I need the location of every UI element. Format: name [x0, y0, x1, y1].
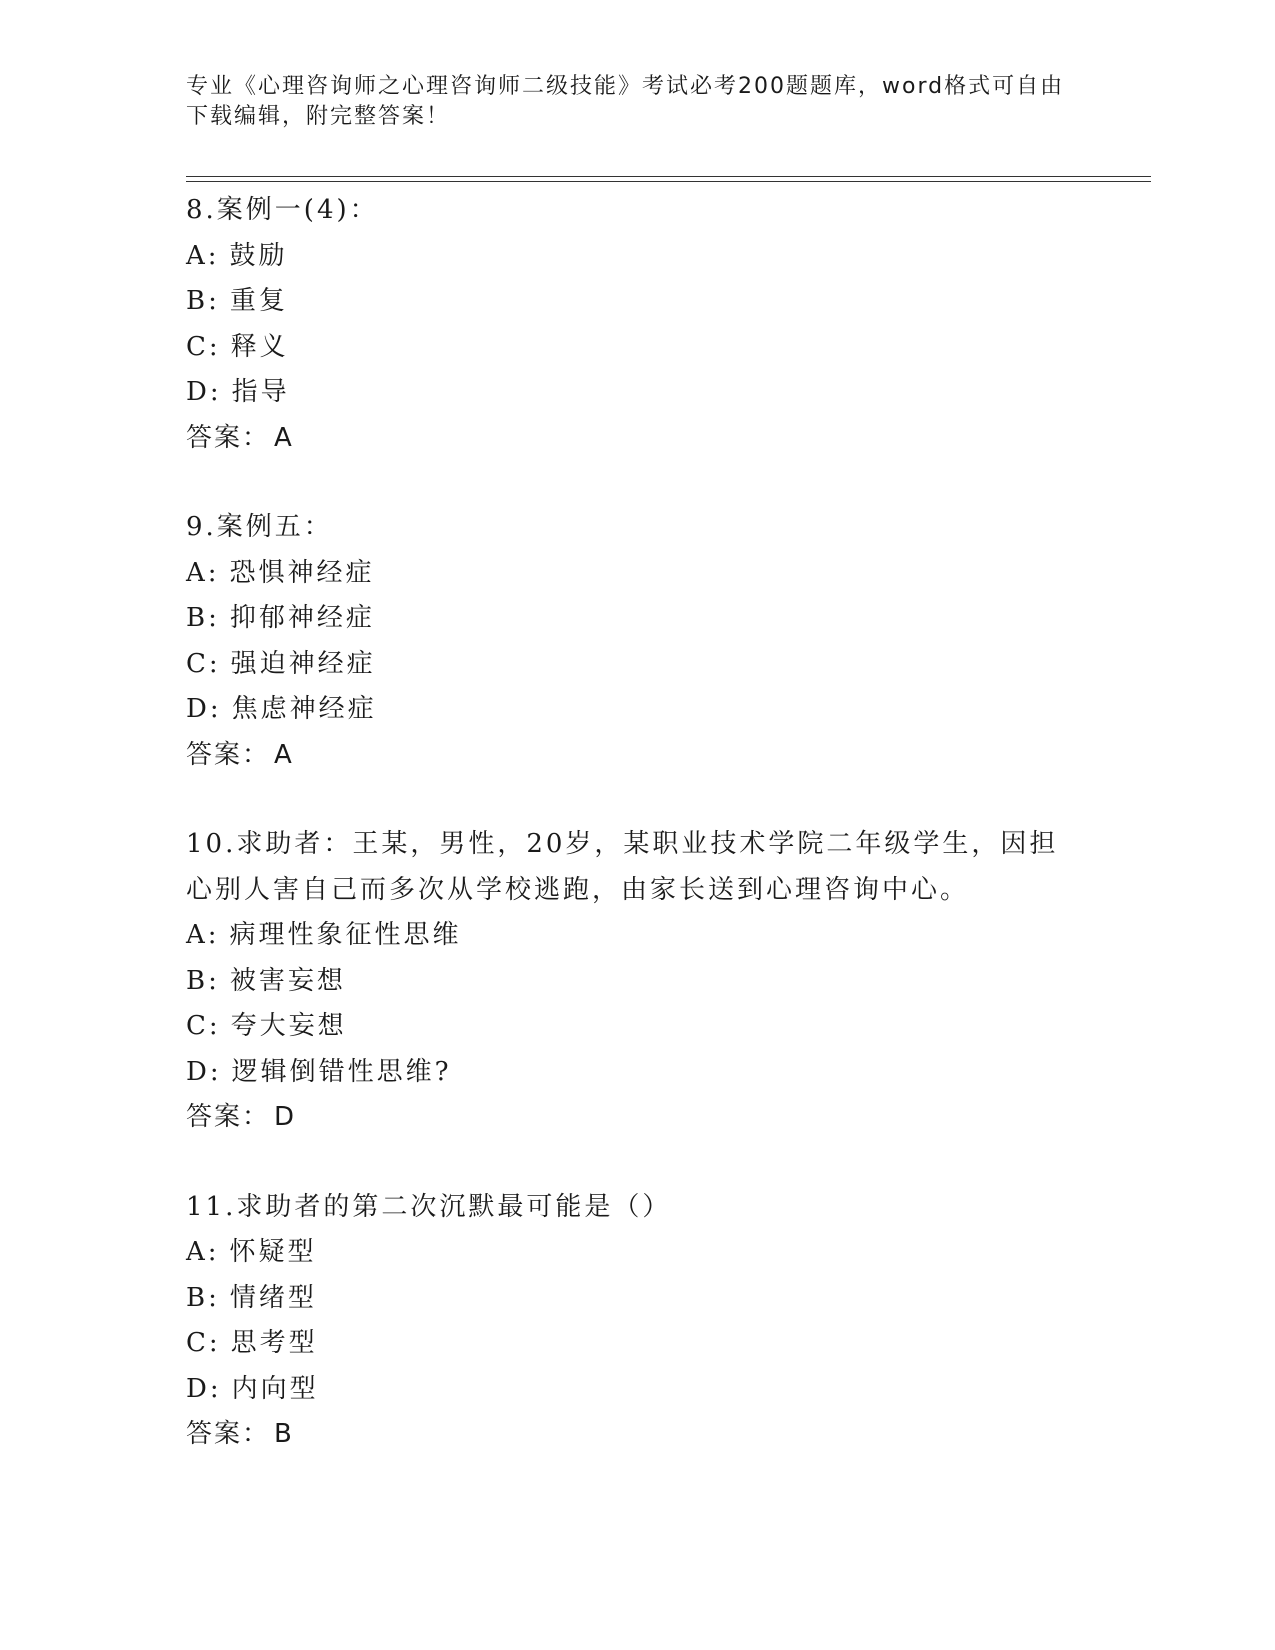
question-stem: 9.案例五：: [186, 512, 333, 542]
option-a: [186, 1230, 1146, 1276]
option-text: 恐惧神经症: [229, 557, 375, 588]
option-text: 怀疑型: [229, 1237, 317, 1267]
option-text: 夸大妄想: [230, 1011, 347, 1041]
answer-line: [186, 1412, 1146, 1458]
option-label: D:: [186, 1373, 222, 1404]
option-label: A:: [186, 240, 220, 271]
option-b: [186, 279, 1146, 325]
option-label: A:: [186, 1237, 220, 1267]
header-divider-bottom: [186, 181, 1151, 182]
option-label: A:: [186, 557, 220, 588]
answer-line: [186, 1095, 1146, 1141]
question-item: [186, 188, 1146, 461]
option-c: [186, 1321, 1146, 1367]
option-text: 病理性象征性思维: [229, 920, 462, 950]
question-list: [186, 188, 1146, 1502]
answer-value: B: [274, 1419, 294, 1449]
option-d: [186, 1050, 1146, 1096]
option-c: [186, 325, 1146, 371]
option-text: 思考型: [230, 1328, 318, 1358]
option-text: 被害妄想: [229, 965, 346, 996]
answer-value: D: [274, 1102, 297, 1132]
document-header: 专业《心理咨询师之心理咨询师二级技能》考试必考200题题库，word格式可自由下载编辑，附完整答案！: [186, 74, 1065, 129]
option-text: 重复: [229, 286, 288, 316]
question-item: [186, 1185, 1146, 1458]
option-label: C:: [186, 1328, 221, 1358]
answer-label: 答案：: [186, 422, 271, 453]
option-d: [186, 1367, 1146, 1413]
option-label: B:: [186, 1282, 220, 1313]
option-text: 逻辑倒错性思维?: [231, 1056, 452, 1087]
option-text: 情绪型: [229, 1282, 317, 1313]
answer-line: [186, 416, 1146, 462]
question-item: [186, 505, 1146, 778]
answer-label: 答案：: [186, 1102, 271, 1132]
header-divider-top: [186, 176, 1151, 177]
question-stem: 10.求助者：王某，男性，20岁，某职业技术学院二年级学生，因担心别人害自己而多次从学校逃跑，由家长送到心理咨询中心。: [186, 829, 1059, 905]
answer-line: [186, 733, 1146, 779]
option-label: B:: [186, 965, 220, 996]
option-text: 焦虑神经症: [231, 694, 377, 724]
option-label: C:: [186, 331, 221, 362]
option-label: D:: [186, 1056, 222, 1087]
option-text: 指导: [231, 377, 290, 407]
option-a: [186, 913, 1146, 959]
option-label: C:: [186, 1011, 221, 1041]
option-a: [186, 551, 1146, 597]
option-text: 抑郁神经症: [229, 603, 375, 633]
option-b: [186, 1276, 1146, 1322]
answer-label: 答案：: [186, 1419, 271, 1449]
option-b: [186, 596, 1146, 642]
option-c: [186, 642, 1146, 688]
option-label: A:: [186, 920, 220, 950]
option-b: [186, 959, 1146, 1005]
question-stem: 8.案例一(4)：: [186, 195, 379, 225]
option-text: 强迫神经症: [230, 648, 376, 679]
option-d: [186, 370, 1146, 416]
answer-label: 答案：: [186, 739, 271, 770]
option-label: C:: [186, 648, 221, 679]
option-label: D:: [186, 694, 222, 724]
option-text: 释义: [230, 331, 289, 362]
option-label: B:: [186, 286, 220, 316]
option-label: D:: [186, 377, 222, 407]
option-a: [186, 234, 1146, 280]
option-label: B:: [186, 603, 220, 633]
answer-value: A: [274, 739, 294, 770]
question-stem: 11.求助者的第二次沉默最可能是（）: [186, 1191, 672, 1222]
option-text: 内向型: [231, 1373, 319, 1404]
option-text: 鼓励: [229, 240, 288, 271]
question-item: [186, 822, 1146, 1141]
option-c: [186, 1004, 1146, 1050]
option-d: [186, 687, 1146, 733]
answer-value: A: [274, 422, 294, 453]
